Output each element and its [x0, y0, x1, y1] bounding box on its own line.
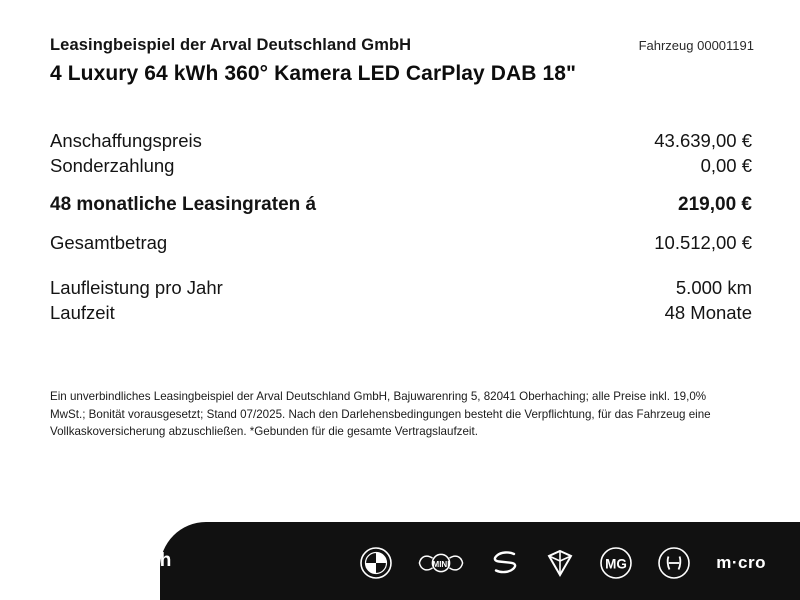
row-value: 5.000 km — [675, 277, 752, 298]
leasing-provider-subtitle: Leasingbeispiel der Arval Deutschland GmbH — [50, 36, 412, 54]
legal-disclaimer: Ein unverbindliches Leasingbeispiel der Arval Deutschland GmbH, Bajuwarenring 5, 82041 Oberhaching; alle Preise inkl. 19,0% MwSt.; Bonität vorausgesetzt; Stand 07/2025. Nach den Darlehensbedingungen besteht die Verpflichtung, für das Fahrzeug eine Vollkaskoversicherung abzuschließen. *Gebunden für die gesamte Vertragslaufzeit. — [50, 390, 711, 438]
svg-text:MINI: MINI — [432, 560, 450, 569]
micro-logo — [716, 546, 766, 580]
dealer-location — [34, 544, 172, 578]
spacer — [50, 255, 752, 275]
table-row — [50, 275, 752, 300]
row-value: 48 Monate — [664, 302, 752, 323]
page-title: 4 Luxury 64 kWh 360° Kamera LED CarPlay DAB 18" — [50, 62, 577, 85]
svg-text:MG: MG — [605, 556, 628, 572]
pricing-table — [50, 128, 752, 325]
bmw-logo — [360, 546, 392, 580]
row-label: Anschaffungspreis — [50, 130, 202, 151]
row-value: 43.639,00 € — [654, 130, 752, 151]
mini-logo — [418, 546, 464, 580]
row-label: Laufleistung pro Jahr — [50, 277, 223, 298]
row-label: Sonderzahlung — [50, 155, 175, 176]
table-row — [50, 128, 752, 153]
table-row — [50, 300, 752, 325]
header-top-row — [50, 36, 754, 55]
micro-logo-label: m·cro — [716, 553, 766, 572]
row-value: 219,00 € — [678, 194, 752, 215]
row-label: Gesamtbetrag — [50, 232, 168, 253]
table-row — [50, 192, 752, 217]
location-pin-icon — [34, 544, 68, 578]
row-value: 0,00 € — [700, 155, 752, 176]
seat-logo — [490, 546, 520, 580]
brand-logo-strip — [360, 546, 766, 580]
vehicle-id-label: Fahrzeug 00001191 — [638, 38, 754, 53]
row-label: 48 monatliche Leasingraten á — [50, 194, 317, 215]
dealer-location-label: Gütersloh — [80, 550, 172, 571]
spacer — [50, 217, 752, 230]
footer-bar — [0, 510, 800, 600]
mg-logo — [600, 546, 632, 580]
row-label: Laufzeit — [50, 302, 115, 323]
hyundai-logo — [658, 546, 690, 580]
table-row — [50, 153, 752, 178]
spacer — [50, 178, 752, 192]
document-header — [50, 36, 754, 86]
table-row — [50, 230, 752, 255]
cupra-logo — [546, 546, 574, 580]
row-value: 10.512,00 € — [654, 232, 752, 253]
